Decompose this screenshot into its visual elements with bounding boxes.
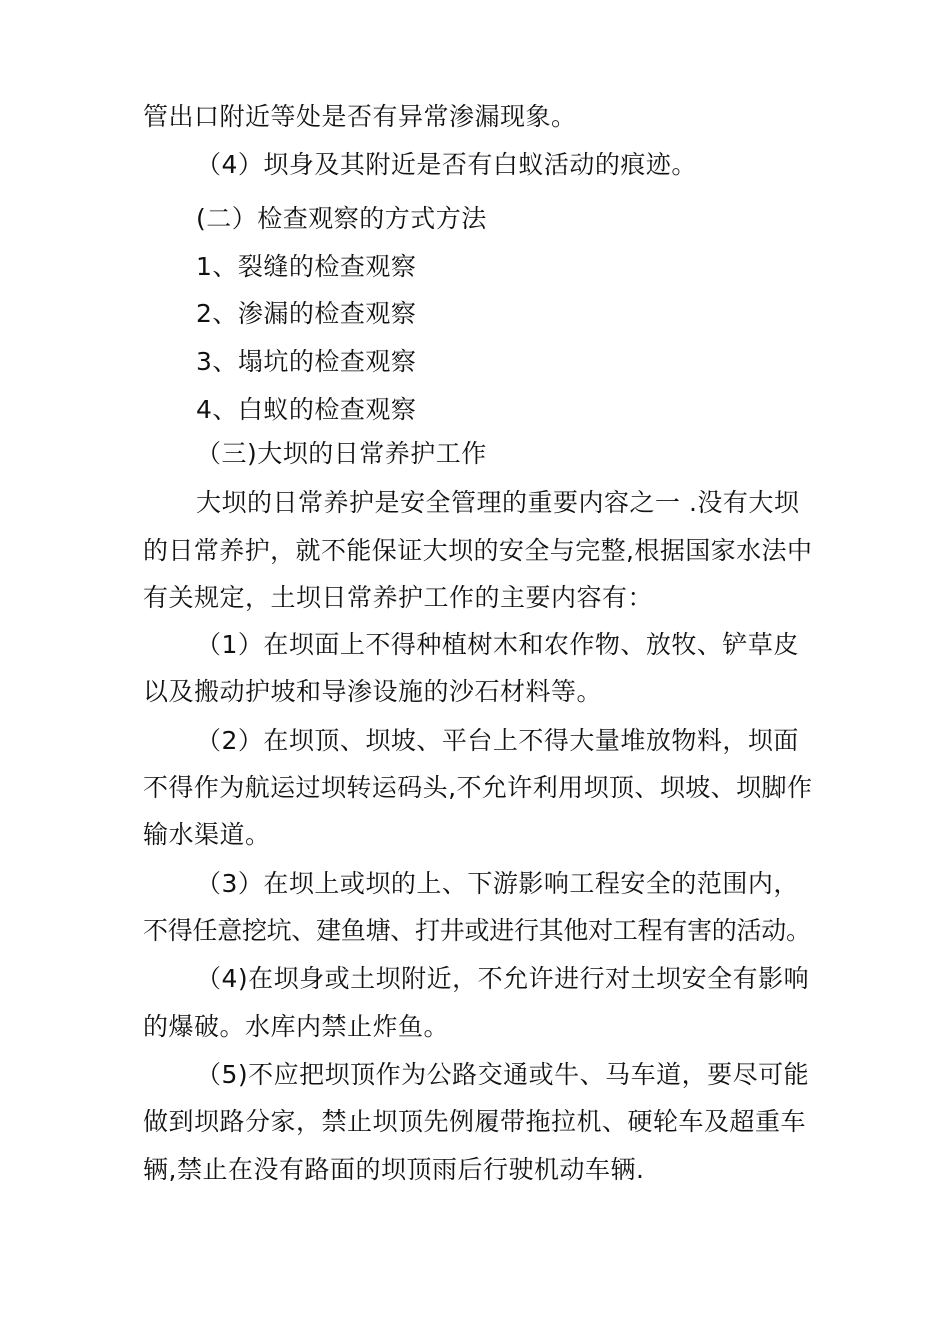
body-text-line: 不得作为航运过坝转运码头,不允许利用坝顶、坝坡、坝脚作 [143,773,813,802]
body-text-line: 的日常养护，就不能保证大坝的安全与完整,根据国家水法中 [143,536,813,565]
section-heading: (二）检查观察的方式方法 [196,204,487,233]
body-text-line: 不得任意挖坑、建鱼塘、打井或进行其他对工程有害的活动。 [143,916,811,945]
list-item-text: 4、白蚁的检查观察 [196,395,417,424]
list-item-text: （5)不应把坝顶作为公路交通或牛、马车道，要尽可能 [196,1060,810,1089]
list-item-text: （1）在坝面上不得种植树木和农作物、放牧、铲草皮 [196,630,799,659]
body-text-line: 输水渠道。 [143,820,271,849]
body-text-line: 管出口附近等处是否有异常渗漏现象。 [143,102,577,131]
list-item-text: （4)在坝身或土坝附近，不允许进行对土坝安全有影响 [196,964,810,993]
list-item-text: （3）在坝上或坝的上、下游影响工程安全的范围内， [196,869,799,898]
body-text-line: 大坝的日常养护是安全管理的重要内容之一 .没有大坝 [196,488,800,517]
body-text-line: 的爆破。水库内禁止炸鱼。 [143,1012,450,1041]
list-item-text: （2）在坝顶、坝坡、平台上不得大量堆放物料，坝面 [196,726,799,755]
body-text-line: 有关规定，土坝日常养护工作的主要内容有： [143,583,654,612]
body-text-line: 辆,禁止在没有路面的坝顶雨后行驶机动车辆. [143,1155,645,1184]
list-item-text: 2、渗漏的检查观察 [196,299,417,328]
section-heading: （三)大坝的日常养护工作 [196,439,487,468]
list-item-text: 1、裂缝的检查观察 [196,252,417,281]
body-text-line: 做到坝路分家，禁止坝顶先例履带拖拉机、硬轮车及超重车 [143,1107,807,1136]
list-item-text: 3、塌坑的检查观察 [196,347,417,376]
list-item-text: （4）坝身及其附近是否有白蚁活动的痕迹。 [196,150,697,179]
body-text-line: 以及搬动护坡和导渗设施的沙石材料等。 [143,677,603,706]
